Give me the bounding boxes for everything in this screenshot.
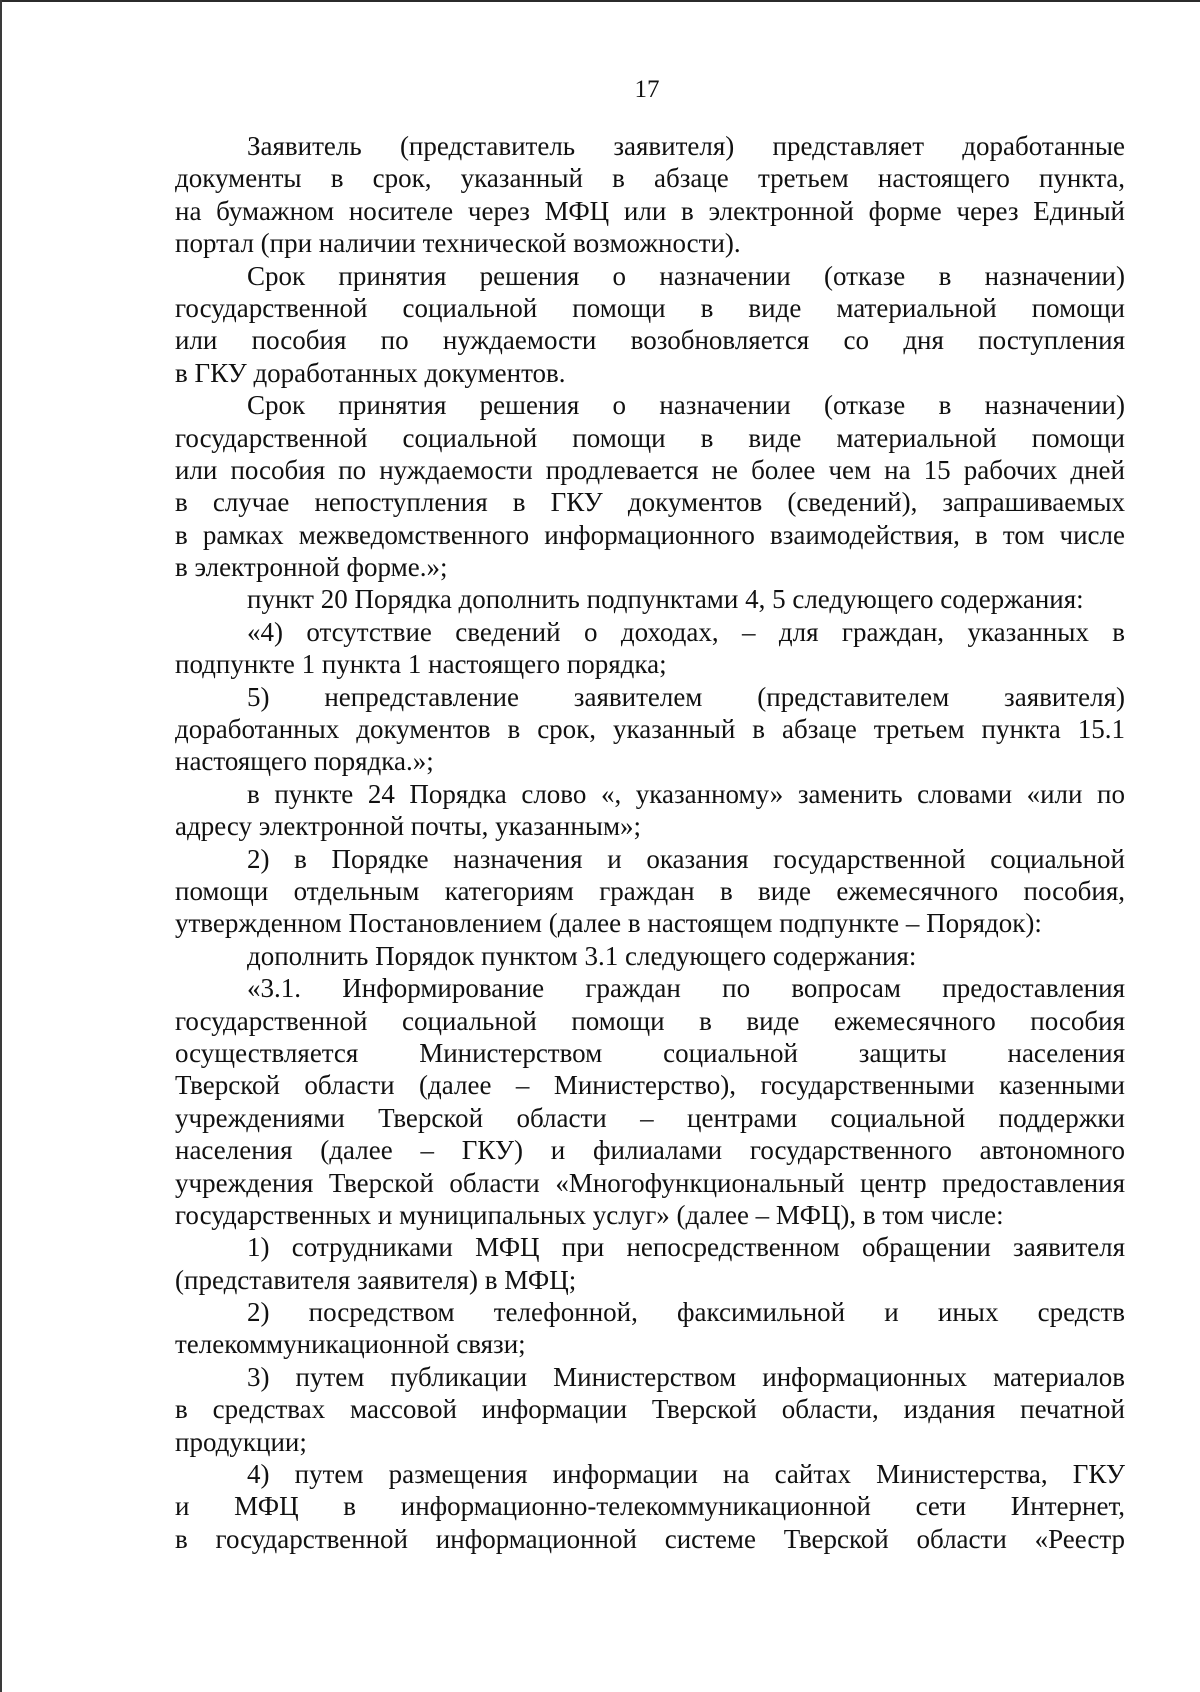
page-edge-top xyxy=(0,0,1200,2)
text-line: «3.1. Информирование граждан по вопросам предоставления xyxy=(247,973,1125,1004)
text-line: государственной социальной помощи в виде материальной помощи xyxy=(175,422,1125,453)
document-body xyxy=(175,130,1125,1555)
text-line: и МФЦ в информационно-телекоммуникационной сети Интернет, xyxy=(175,1491,1125,1522)
text-line: доработанных документов в срок, указанный в абзаце третьем пункта 15.1 xyxy=(175,714,1125,745)
paragraph xyxy=(175,972,1125,1231)
text-line: в рамках межведомственного информационного взаимодействия, в том числе xyxy=(175,519,1125,550)
text-line: населения (далее – ГКУ) и филиалами государственного автономного xyxy=(175,1135,1125,1166)
text-line: 2) посредством телефонной, факсимильной и иных средств xyxy=(247,1297,1125,1328)
page-edge-left xyxy=(0,0,2,1692)
text-line: утвержденном Постановлением (далее в настоящем подпункте – Порядок): xyxy=(175,908,1042,939)
text-line: «4) отсутствие сведений о доходах, – для граждан, указанных в xyxy=(247,616,1125,647)
text-line: 1) сотрудниками МФЦ при непосредственном обращении заявителя xyxy=(247,1232,1125,1263)
text-line: настоящего порядка.»; xyxy=(175,746,434,777)
paragraph xyxy=(175,940,1125,972)
paragraph xyxy=(175,1231,1125,1296)
text-line: продукции; xyxy=(175,1426,307,1457)
text-line: 2) в Порядке назначения и оказания государственной социальной xyxy=(247,843,1125,874)
text-line: Тверской области (далее – Министерство), государственными казенными xyxy=(175,1070,1125,1101)
text-line: Срок принятия решения о назначении (отказе в назначении) xyxy=(247,260,1125,291)
text-line: или пособия по нуждаемости возобновляется со дня поступления xyxy=(175,325,1125,356)
paragraph xyxy=(175,1458,1125,1555)
text-line: Заявитель (представитель заявителя) представляет доработанные xyxy=(247,131,1125,161)
text-line: адресу электронной почты, указанным»; xyxy=(175,811,642,842)
paragraph xyxy=(175,843,1125,940)
text-line: портал (при наличии технической возможности). xyxy=(175,228,741,259)
paragraph xyxy=(175,583,1125,615)
text-line: 4) путем размещения информации на сайтах Министерства, ГКУ xyxy=(247,1459,1125,1490)
paragraph xyxy=(175,616,1125,681)
text-line: документы в срок, указанный в абзаце третьем настоящего пункта, xyxy=(175,163,1125,194)
paragraph xyxy=(175,1296,1125,1361)
page-number: 17 xyxy=(634,76,660,103)
text-line: осуществляется Министерством социальной защиты населения xyxy=(175,1037,1125,1068)
text-line: или пособия по нуждаемости продлевается не более чем на 15 рабочих дней xyxy=(175,454,1125,485)
paragraph xyxy=(175,778,1125,843)
paragraph xyxy=(175,681,1125,778)
text-line: в пункте 24 Порядка слово «, указанному» заменить словами «или по xyxy=(247,778,1125,809)
text-line: дополнить Порядок пунктом 3.1 следующего содержания: xyxy=(247,940,917,971)
text-line: в ГКУ доработанных документов. xyxy=(175,357,566,388)
text-line: в средствах массовой информации Тверской области, издания печатной xyxy=(175,1394,1125,1425)
text-line: учреждения Тверской области «Многофункциональный центр предоставления xyxy=(175,1167,1125,1198)
text-line: пункт 20 Порядка дополнить подпунктами 4, 5 следующего содержания: xyxy=(247,584,1084,615)
text-line: учреждениями Тверской области – центрами социальной поддержки xyxy=(175,1102,1125,1133)
text-line: подпункте 1 пункта 1 настоящего порядка; xyxy=(175,649,667,680)
paragraph xyxy=(175,260,1125,390)
paragraph xyxy=(175,389,1125,583)
text-line: Срок принятия решения о назначении (отказе в назначении) xyxy=(247,390,1125,421)
text-line: государственных и муниципальных услуг» (далее – МФЦ), в том числе: xyxy=(175,1199,1004,1230)
text-line: государственной социальной помощи в виде ежемесячного пособия xyxy=(175,1005,1125,1036)
text-line: (представителя заявителя) в МФЦ; xyxy=(175,1264,577,1295)
text-line: в электронной форме.»; xyxy=(175,552,448,583)
text-line: в государственной информационной системе Тверской области «Реестр xyxy=(175,1523,1125,1554)
text-line: на бумажном носителе через МФЦ или в электронной форме через Единый xyxy=(175,195,1125,226)
paragraph xyxy=(175,1361,1125,1458)
paragraph xyxy=(175,130,1125,260)
text-line: государственной социальной помощи в виде материальной помощи xyxy=(175,292,1125,323)
text-line: 3) путем публикации Министерством информационных материалов xyxy=(247,1361,1125,1392)
text-line: помощи отдельным категориям граждан в виде ежемесячного пособия, xyxy=(175,875,1125,906)
text-line: в случае непоступления в ГКУ документов (сведений), запрашиваемых xyxy=(175,487,1125,518)
text-line: телекоммуникационной связи; xyxy=(175,1329,526,1360)
text-line: 5) непредставление заявителем (представителем заявителя) xyxy=(247,681,1125,712)
